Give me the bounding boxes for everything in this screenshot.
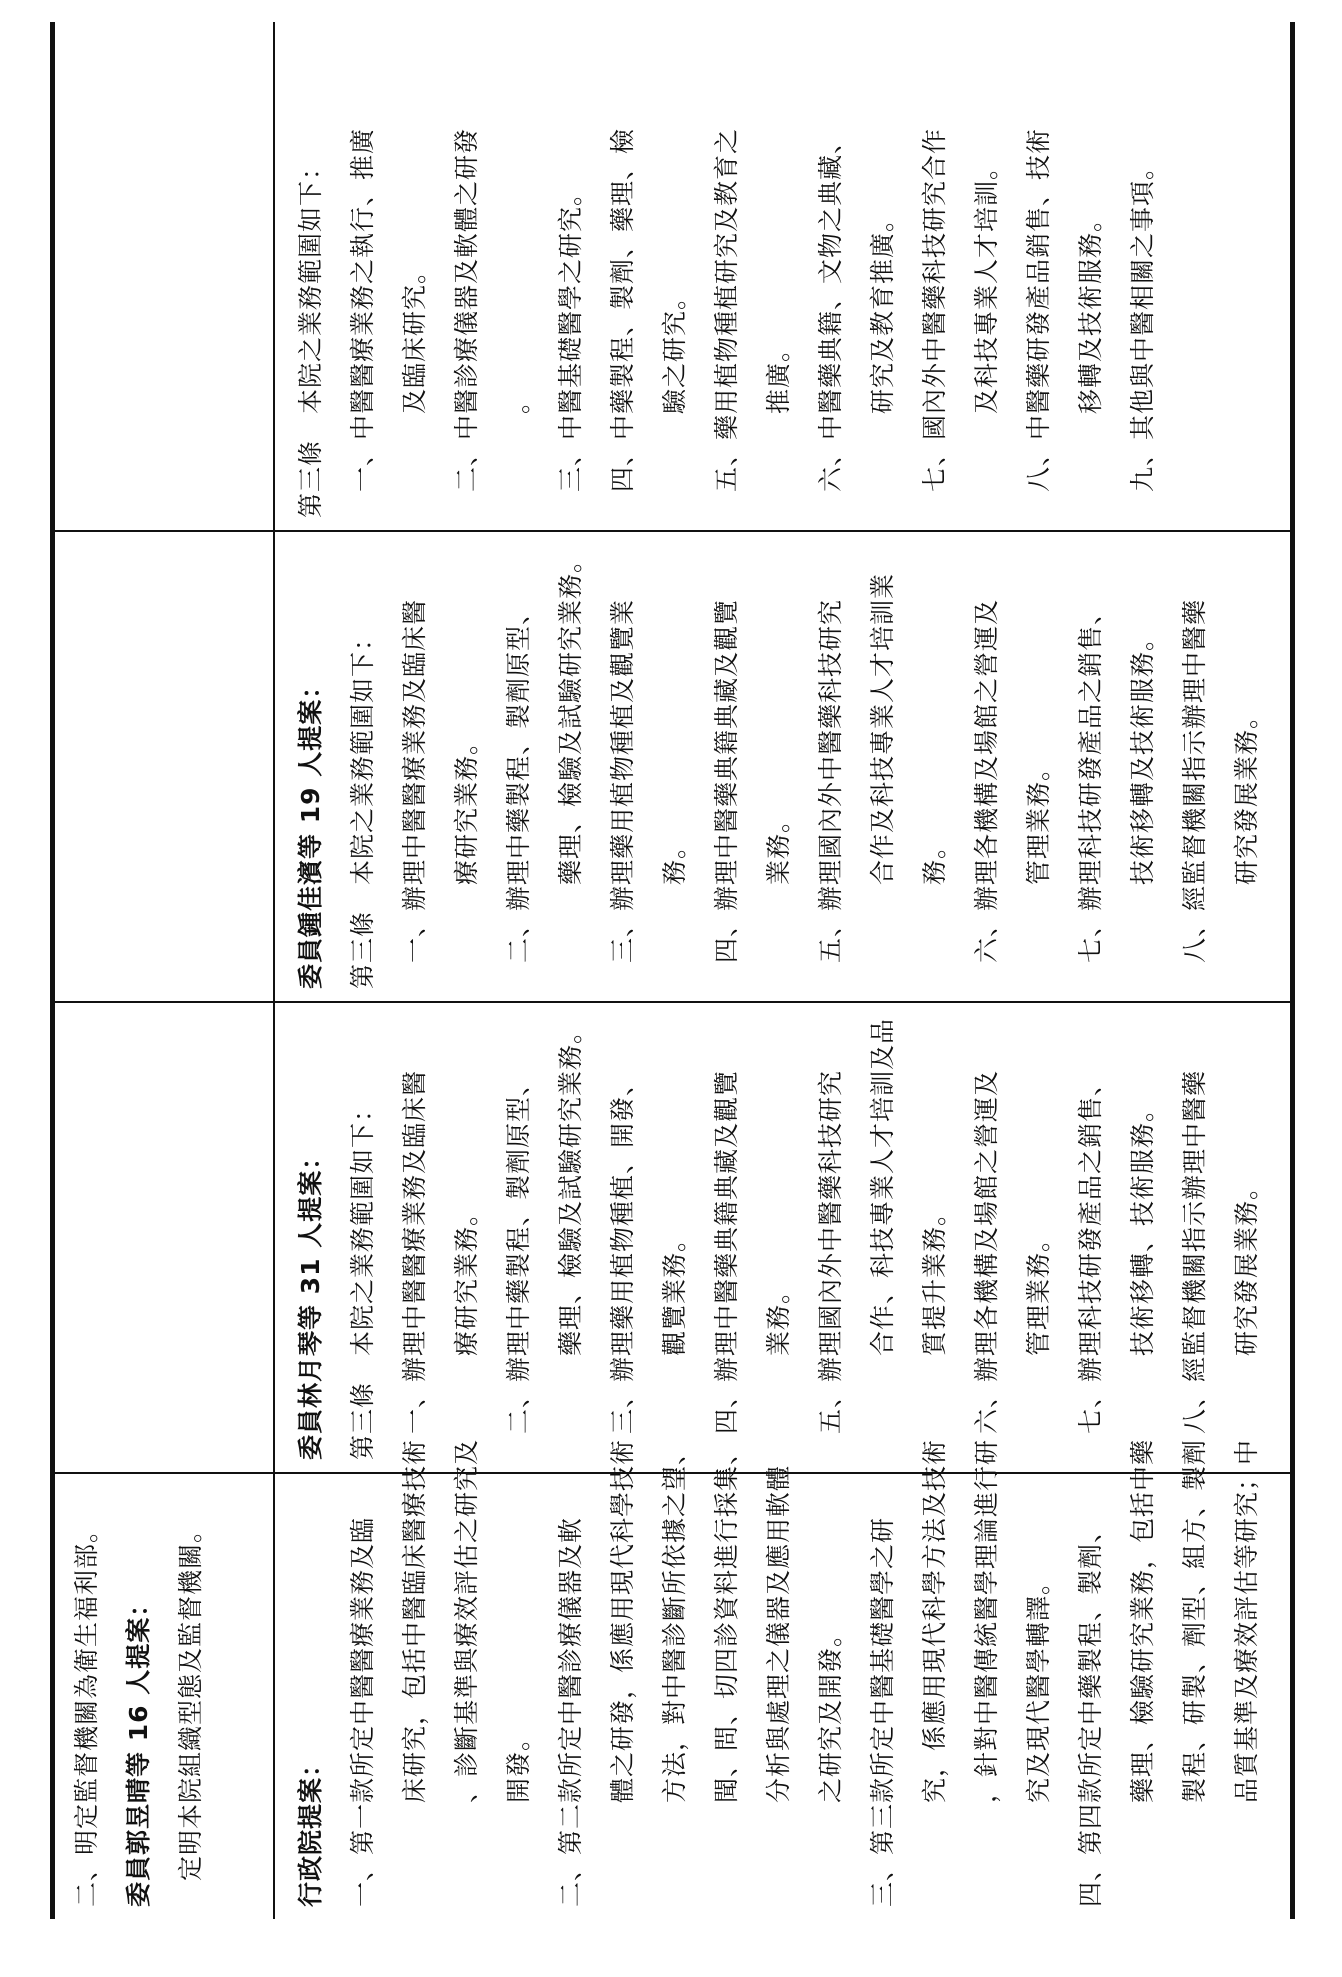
text-line: 三、中醫基礎醫學之研究。 xyxy=(556,179,585,492)
proposal-heading: 委員郭昱晴等 16 人提案： xyxy=(124,1590,153,1907)
row-article-three xyxy=(55,22,1290,532)
text-line: 五、辦理國內外中醫藥科技研究 xyxy=(816,1069,845,1434)
text-line: 質提升業務。 xyxy=(920,1199,949,1356)
text-line: 觀覽業務。 xyxy=(660,1225,689,1356)
text-line: 品質基準及療效評估等研究；中 xyxy=(1232,1438,1261,1803)
text-line: 製程、研製、劑型、組方、製劑 xyxy=(1180,1438,1209,1803)
text-line: 聞、問、切四診資料進行採集、 xyxy=(712,1438,741,1803)
text-line: 管理業務。 xyxy=(1024,1225,1053,1356)
text-line: 二、第二款所定中醫診療儀器及軟 xyxy=(556,1516,585,1907)
text-line: 一、中醫醫療業務之執行、推廣 xyxy=(348,127,377,492)
text-line: 七、辦理科技研發產品之銷售、 xyxy=(1076,598,1105,963)
proposal-heading: 行政院提案： xyxy=(296,1750,325,1907)
text-line: 療研究業務。 xyxy=(452,1199,481,1356)
text-line: 八、經監督機關指示辦理中醫藥 xyxy=(1180,1069,1209,1434)
text-line: 三、辦理藥用植物種植、開發、 xyxy=(608,1069,637,1434)
text-line: 二、明定監督機關為衛生福利部。 xyxy=(72,1516,101,1907)
text-line: 藥理、檢驗研究業務，包括中藥 xyxy=(1128,1438,1157,1803)
row1-bottom-cell xyxy=(275,1438,1290,1919)
text-line: 之研究及開發。 xyxy=(816,1620,845,1803)
text-line: 管理業務。 xyxy=(1024,754,1053,885)
text-line: 定明本院組織型態及監督機關。 xyxy=(176,1516,205,1881)
text-line: 二、辦理中藥製程、製劑原型、 xyxy=(504,598,533,963)
text-line: 藥理、檢驗及試驗研究業務。 xyxy=(556,546,585,885)
text-line: 七、辦理科技研發產品之銷售、 xyxy=(1076,1069,1105,1434)
text-line: 藥理、檢驗及試驗研究業務。 xyxy=(556,1017,585,1356)
text-line: 驗之研究。 xyxy=(660,283,689,414)
row3-top-cell xyxy=(55,532,275,1001)
text-line: 第三條 本院之業務範圍如下： xyxy=(348,624,377,989)
text-line: 八、經監督機關指示辦理中醫藥 xyxy=(1180,598,1209,963)
text-line: 第三條 本院之業務範圍如下： xyxy=(296,153,325,518)
text-line: 業務。 xyxy=(764,1277,793,1356)
text-line: 務。 xyxy=(660,832,689,885)
text-line: 八、中醫藥研發產品銷售、技術 xyxy=(1024,127,1053,492)
text-line: 合作、科技專業人才培訓及品 xyxy=(868,1017,897,1356)
text-line: 四、中藥製程、製劑、藥理、檢 xyxy=(608,127,637,492)
text-line: 研究及教育推廣。 xyxy=(868,205,897,414)
comparison-table xyxy=(50,22,1295,1919)
row-executive-proposal xyxy=(55,1438,1290,1919)
text-line: 五、辦理國內外中醫藥科技研究 xyxy=(816,598,845,963)
text-line: 方法，對中醫診斷所依據之望、 xyxy=(660,1438,689,1803)
text-line: 及科技專業人才培訓。 xyxy=(972,153,1001,414)
text-line: 技術移轉、技術服務。 xyxy=(1128,1095,1157,1356)
text-line: 推廣。 xyxy=(764,335,793,414)
text-line: 體之研發，係應用現代科學技術 xyxy=(608,1438,637,1803)
text-line: 合作及科技專業人才培訓業 xyxy=(868,572,897,885)
text-line: 技術移轉及技術服務。 xyxy=(1128,624,1157,885)
text-line: 開發。 xyxy=(504,1724,533,1803)
text-line: 床研究，包括中醫臨床醫療技術 xyxy=(400,1438,429,1803)
text-line: 、診斷基準與療效評估之研究及 xyxy=(452,1438,481,1803)
text-line: 四、辦理中醫藥典籍典藏及觀覽 xyxy=(712,1069,741,1434)
row2-bottom-cell xyxy=(275,1003,1290,1472)
text-line: 移轉及技術服務。 xyxy=(1076,205,1105,414)
text-line: 四、辦理中醫藥典籍典藏及觀覽 xyxy=(712,598,741,963)
proposal-heading: 委員林月琴等 31 人提案： xyxy=(296,1143,325,1460)
text-line: 一、第一款所定中醫醫療業務及臨 xyxy=(348,1516,377,1907)
text-line: 究，係應用現代科學方法及技術 xyxy=(920,1438,949,1803)
row-lin-proposal xyxy=(55,1003,1290,1474)
text-line: 六、辦理各機構及場館之營運及 xyxy=(972,598,1001,963)
text-line: 二、辦理中藥製程、製劑原型、 xyxy=(504,1069,533,1434)
row4-top-cell xyxy=(55,22,275,530)
text-line: 研究發展業務。 xyxy=(1232,1173,1261,1356)
text-line: 五、藥用植物種植研究及教育之 xyxy=(712,127,741,492)
text-line: 研究發展業務。 xyxy=(1232,702,1261,885)
text-line: ，針對中醫傳統醫學理論進行研 xyxy=(972,1438,1001,1803)
text-line: 分析與處理之儀器及應用軟體 xyxy=(764,1464,793,1803)
row1-top-cell xyxy=(55,1474,275,1919)
text-line: 一、辦理中醫醫療業務及臨床醫 xyxy=(400,598,429,963)
row2-top-cell xyxy=(55,1003,275,1472)
row-zhong-proposal xyxy=(55,532,1290,1003)
text-line: 一、辦理中醫醫療業務及臨床醫 xyxy=(400,1069,429,1434)
text-line: 療研究業務。 xyxy=(452,728,481,885)
text-line: 二、中醫診療儀器及軟體之研發 xyxy=(452,127,481,492)
text-line: 業務。 xyxy=(764,806,793,885)
text-line: 第三條 本院之業務範圍如下： xyxy=(348,1095,377,1460)
text-line: 九、其他與中醫相關之事項。 xyxy=(1128,153,1157,492)
row3-bottom-cell xyxy=(275,532,1290,1001)
text-line: 。 xyxy=(504,387,533,414)
text-line: 及臨床研究。 xyxy=(400,257,429,414)
text-line: 六、中醫藥典籍、文物之典藏、 xyxy=(816,127,845,492)
text-line: 三、辦理藥用植物種植及觀覽業 xyxy=(608,598,637,963)
text-line: 六、辦理各機構及場館之營運及 xyxy=(972,1069,1001,1434)
text-line: 七、國內外中醫藥科技研究合作 xyxy=(920,127,949,492)
text-line: 務。 xyxy=(920,832,949,885)
text-line: 究及現代醫學轉譯。 xyxy=(1024,1568,1053,1803)
proposal-heading: 委員鍾佳濱等 19 人提案： xyxy=(296,672,325,989)
text-line: 三、第三款所定中醫基礎醫學之研 xyxy=(868,1516,897,1907)
text-line: 四、第四款所定中藥製程、製劑、 xyxy=(1076,1516,1105,1907)
row4-bottom-cell xyxy=(275,22,1290,530)
